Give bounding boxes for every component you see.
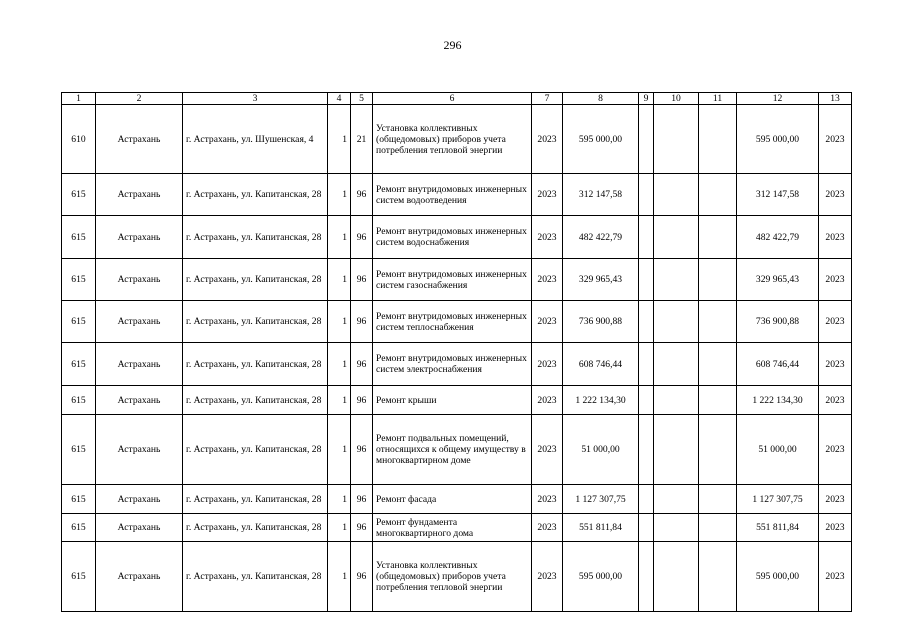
col4-cell: 1 — [328, 301, 351, 343]
city-cell: Астрахань — [96, 386, 183, 415]
table-row — [62, 485, 852, 514]
row-number-cell: 615 — [62, 485, 96, 514]
year-cell: 2023 — [532, 415, 563, 485]
address-cell: г. Астрахань, ул. Капитанская, 28 — [183, 542, 328, 612]
col11-cell — [699, 259, 737, 301]
address-cell: г. Астрахань, ул. Капитанская, 28 — [183, 301, 328, 343]
col9-cell — [639, 216, 654, 259]
col11-cell — [699, 542, 737, 612]
col12-cost-cell: 1 222 134,30 — [737, 386, 819, 415]
table-row — [62, 343, 852, 386]
column-header: 8 — [563, 93, 639, 105]
col13-year-cell: 2023 — [819, 386, 852, 415]
city-cell: Астрахань — [96, 514, 183, 542]
column-header: 2 — [96, 93, 183, 105]
col12-cost-cell: 608 746,44 — [737, 343, 819, 386]
col5-cell: 96 — [351, 415, 373, 485]
col12-cost-cell: 329 965,43 — [737, 259, 819, 301]
table-header-row — [62, 93, 852, 105]
col9-cell — [639, 174, 654, 216]
col13-year-cell: 2023 — [819, 343, 852, 386]
city-cell: Астрахань — [96, 174, 183, 216]
col12-cost-cell: 595 000,00 — [737, 105, 819, 174]
work-type-cell: Ремонт фасада — [373, 485, 532, 514]
col13-year-cell: 2023 — [819, 415, 852, 485]
table-row — [62, 386, 852, 415]
total-cost-cell: 608 746,44 — [563, 343, 639, 386]
col4-cell: 1 — [328, 485, 351, 514]
col13-year-cell: 2023 — [819, 514, 852, 542]
table-row — [62, 514, 852, 542]
col13-year-cell: 2023 — [819, 105, 852, 174]
col4-cell: 1 — [328, 174, 351, 216]
column-header: 4 — [328, 93, 351, 105]
total-cost-cell: 1 127 307,75 — [563, 485, 639, 514]
city-cell: Астрахань — [96, 105, 183, 174]
column-header: 12 — [737, 93, 819, 105]
table-row — [62, 301, 852, 343]
col9-cell — [639, 542, 654, 612]
col4-cell: 1 — [328, 542, 351, 612]
col12-cost-cell: 595 000,00 — [737, 542, 819, 612]
column-header: 10 — [654, 93, 699, 105]
column-header: 5 — [351, 93, 373, 105]
table-row — [62, 105, 852, 174]
col5-cell: 96 — [351, 174, 373, 216]
col5-cell: 96 — [351, 343, 373, 386]
col10-cell — [654, 216, 699, 259]
address-cell: г. Астрахань, ул. Капитанская, 28 — [183, 415, 328, 485]
col11-cell — [699, 216, 737, 259]
col12-cost-cell: 551 811,84 — [737, 514, 819, 542]
city-cell: Астрахань — [96, 485, 183, 514]
col13-year-cell: 2023 — [819, 259, 852, 301]
row-number-cell: 615 — [62, 174, 96, 216]
col13-year-cell: 2023 — [819, 174, 852, 216]
col5-cell: 96 — [351, 301, 373, 343]
city-cell: Астрахань — [96, 259, 183, 301]
year-cell: 2023 — [532, 386, 563, 415]
col11-cell — [699, 514, 737, 542]
work-type-cell: Ремонт внутридомовых инженерных систем теплоснабжения — [373, 301, 532, 343]
col9-cell — [639, 105, 654, 174]
col4-cell: 1 — [328, 259, 351, 301]
row-number-cell: 615 — [62, 216, 96, 259]
address-cell: г. Астрахань, ул. Капитанская, 28 — [183, 386, 328, 415]
col13-year-cell: 2023 — [819, 216, 852, 259]
col10-cell — [654, 514, 699, 542]
year-cell: 2023 — [532, 301, 563, 343]
row-number-cell: 615 — [62, 514, 96, 542]
column-header: 9 — [639, 93, 654, 105]
address-cell: г. Астрахань, ул. Капитанская, 28 — [183, 514, 328, 542]
year-cell: 2023 — [532, 259, 563, 301]
total-cost-cell: 51 000,00 — [563, 415, 639, 485]
column-header: 11 — [699, 93, 737, 105]
col9-cell — [639, 301, 654, 343]
col10-cell — [654, 386, 699, 415]
col10-cell — [654, 259, 699, 301]
col5-cell: 21 — [351, 105, 373, 174]
col9-cell — [639, 485, 654, 514]
col11-cell — [699, 105, 737, 174]
col9-cell — [639, 343, 654, 386]
col11-cell — [699, 386, 737, 415]
col10-cell — [654, 415, 699, 485]
year-cell: 2023 — [532, 105, 563, 174]
row-number-cell: 615 — [62, 343, 96, 386]
row-number-cell: 610 — [62, 105, 96, 174]
col9-cell — [639, 514, 654, 542]
city-cell: Астрахань — [96, 301, 183, 343]
work-type-cell: Ремонт крыши — [373, 386, 532, 415]
city-cell: Астрахань — [96, 343, 183, 386]
table-row — [62, 542, 852, 612]
row-number-cell: 615 — [62, 259, 96, 301]
total-cost-cell: 551 811,84 — [563, 514, 639, 542]
col11-cell — [699, 485, 737, 514]
table-row — [62, 216, 852, 259]
col5-cell: 96 — [351, 216, 373, 259]
address-cell: г. Астрахань, ул. Шушенская, 4 — [183, 105, 328, 174]
col10-cell — [654, 301, 699, 343]
row-number-cell: 615 — [62, 542, 96, 612]
col10-cell — [654, 105, 699, 174]
col4-cell: 1 — [328, 216, 351, 259]
col5-cell: 96 — [351, 259, 373, 301]
total-cost-cell: 1 222 134,30 — [563, 386, 639, 415]
column-header: 6 — [373, 93, 532, 105]
city-cell: Астрахань — [96, 216, 183, 259]
address-cell: г. Астрахань, ул. Капитанская, 28 — [183, 174, 328, 216]
year-cell: 2023 — [532, 343, 563, 386]
work-type-cell: Ремонт внутридомовых инженерных систем электроснабжения — [373, 343, 532, 386]
col13-year-cell: 2023 — [819, 542, 852, 612]
city-cell: Астрахань — [96, 415, 183, 485]
total-cost-cell: 595 000,00 — [563, 105, 639, 174]
city-cell: Астрахань — [96, 542, 183, 612]
row-number-cell: 615 — [62, 301, 96, 343]
col4-cell: 1 — [328, 343, 351, 386]
col13-year-cell: 2023 — [819, 301, 852, 343]
col10-cell — [654, 485, 699, 514]
col12-cost-cell: 1 127 307,75 — [737, 485, 819, 514]
address-cell: г. Астрахань, ул. Капитанская, 28 — [183, 259, 328, 301]
col12-cost-cell: 312 147,58 — [737, 174, 819, 216]
column-header: 1 — [62, 93, 96, 105]
capital-repair-table — [61, 92, 852, 612]
total-cost-cell: 595 000,00 — [563, 542, 639, 612]
work-type-cell: Ремонт внутридомовых инженерных систем газоснабжения — [373, 259, 532, 301]
col9-cell — [639, 259, 654, 301]
table-row — [62, 174, 852, 216]
col4-cell: 1 — [328, 415, 351, 485]
work-type-cell: Ремонт внутридомовых инженерных систем водоснабжения — [373, 216, 532, 259]
work-type-cell: Ремонт внутридомовых инженерных систем водоотведения — [373, 174, 532, 216]
col10-cell — [654, 542, 699, 612]
col5-cell: 96 — [351, 514, 373, 542]
col5-cell: 96 — [351, 485, 373, 514]
col12-cost-cell: 482 422,79 — [737, 216, 819, 259]
col5-cell: 96 — [351, 386, 373, 415]
address-cell: г. Астрахань, ул. Капитанская, 28 — [183, 216, 328, 259]
work-type-cell: Установка коллективных (общедомовых) приборов учета потребления тепловой энергии — [373, 105, 532, 174]
col12-cost-cell: 736 900,88 — [737, 301, 819, 343]
col9-cell — [639, 386, 654, 415]
column-header: 3 — [183, 93, 328, 105]
col5-cell: 96 — [351, 542, 373, 612]
total-cost-cell: 312 147,58 — [563, 174, 639, 216]
col10-cell — [654, 174, 699, 216]
work-type-cell: Установка коллективных (общедомовых) приборов учета потребления тепловой энергии — [373, 542, 532, 612]
col4-cell: 1 — [328, 105, 351, 174]
work-type-cell: Ремонт подвальных помещений, относящихся к общему имуществу в многоквартирном доме — [373, 415, 532, 485]
col11-cell — [699, 174, 737, 216]
col12-cost-cell: 51 000,00 — [737, 415, 819, 485]
col11-cell — [699, 301, 737, 343]
col4-cell: 1 — [328, 386, 351, 415]
address-cell: г. Астрахань, ул. Капитанская, 28 — [183, 485, 328, 514]
col13-year-cell: 2023 — [819, 485, 852, 514]
year-cell: 2023 — [532, 174, 563, 216]
col11-cell — [699, 343, 737, 386]
table-row — [62, 415, 852, 485]
column-header: 13 — [819, 93, 852, 105]
col11-cell — [699, 415, 737, 485]
address-cell: г. Астрахань, ул. Капитанская, 28 — [183, 343, 328, 386]
total-cost-cell: 329 965,43 — [563, 259, 639, 301]
col4-cell: 1 — [328, 514, 351, 542]
column-header: 7 — [532, 93, 563, 105]
year-cell: 2023 — [532, 485, 563, 514]
table-row — [62, 259, 852, 301]
row-number-cell: 615 — [62, 415, 96, 485]
year-cell: 2023 — [532, 514, 563, 542]
total-cost-cell: 482 422,79 — [563, 216, 639, 259]
row-number-cell: 615 — [62, 386, 96, 415]
total-cost-cell: 736 900,88 — [563, 301, 639, 343]
col10-cell — [654, 343, 699, 386]
year-cell: 2023 — [532, 542, 563, 612]
work-type-cell: Ремонт фундамента многоквартирного дома — [373, 514, 532, 542]
col9-cell — [639, 415, 654, 485]
year-cell: 2023 — [532, 216, 563, 259]
page-number: 296 — [443, 38, 462, 52]
